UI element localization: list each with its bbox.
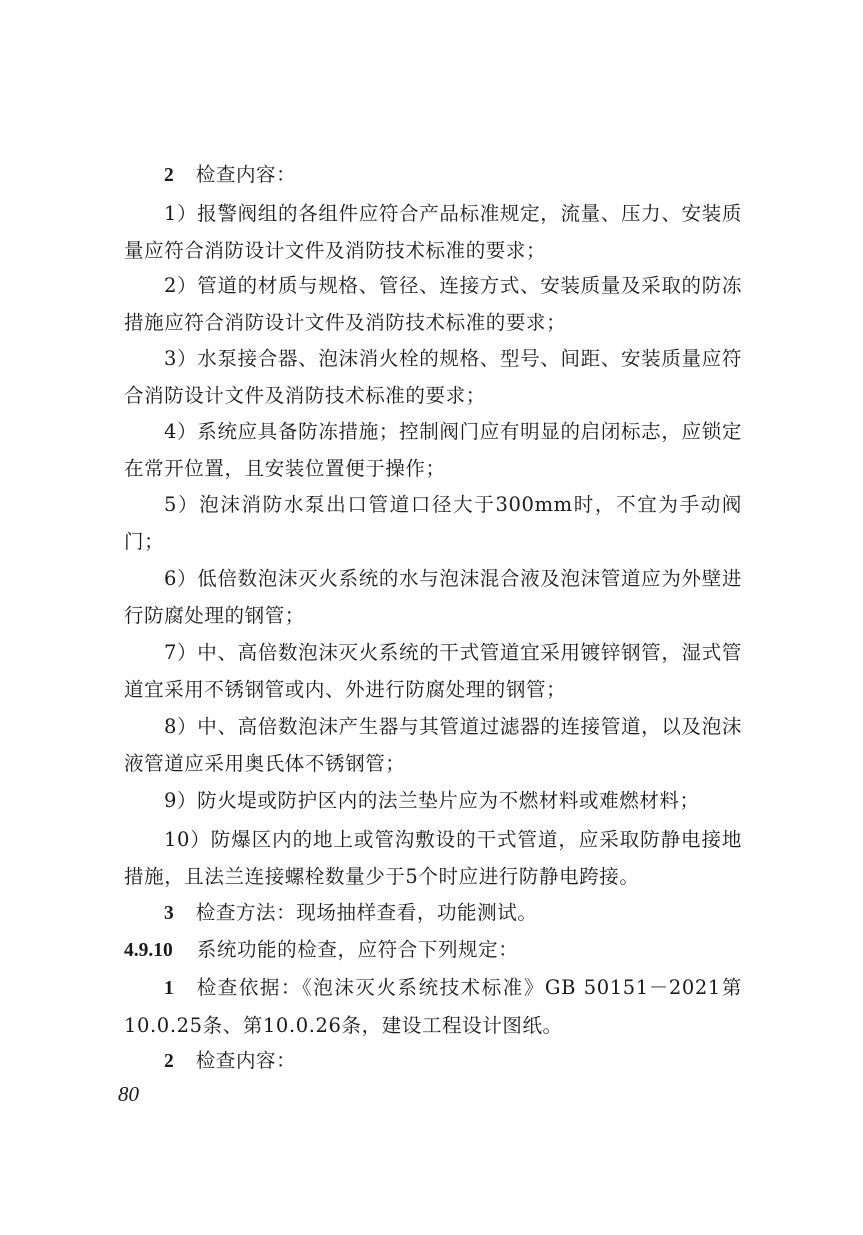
list-item [124, 561, 742, 634]
list-item [124, 196, 742, 269]
list-item [124, 487, 742, 560]
clause-number: 2 [164, 165, 174, 186]
list-item [124, 635, 742, 708]
list-item [124, 709, 742, 782]
list-item-text: 4）系统应具备防冻措施；控制阀门应有明显的启闭标志，应锁定在常开位置，且安装位置便于操作； [124, 420, 742, 480]
clause-check-basis [124, 970, 742, 1044]
list-item-text: 9）防火堤或防护区内的法兰垫片应为不燃材料或难燃材料； [164, 789, 700, 812]
list-item-text: 5）泡沫消防水泵出口管道口径大于300mm时，不宜为手动阀门； [124, 493, 742, 553]
section-number: 4.9.10 [124, 940, 173, 961]
page-number: 80 [118, 1082, 139, 1106]
section-text: 系统功能的检查，应符合下列规定： [196, 938, 519, 961]
list-item [124, 414, 742, 487]
section-heading [124, 932, 742, 970]
clause-text: 检查内容： [195, 163, 297, 186]
list-item-text: 8）中、高倍数泡沫产生器与其管道过滤器的连接管道，以及泡沫液管道应采用奥氏体不锈钢管； [124, 715, 742, 775]
list-item-text: 7）中、高倍数泡沫灭火系统的干式管道宜采用镀锌钢管，湿式管道宜采用不锈钢管或内、外进行防腐处理的钢管； [124, 641, 742, 701]
clause-check-content [124, 157, 742, 195]
clause-text: 检查内容： [195, 1049, 297, 1072]
list-item-text: 10）防爆区内的地上或管沟敷设的干式管道，应采取防静电接地措施，且法兰连接螺栓数量少于5个时应进行防静电跨接。 [124, 828, 742, 888]
clause-text: 检查依据：《泡沫灭火系统技术标准》GB 50151－2021第10.0.25条、第10.0.26条，建设工程设计图纸。 [124, 976, 742, 1037]
clause-number: 2 [164, 1051, 174, 1072]
list-item-text: 1）报警阀组的各组件应符合产品标准规定，流量、压力、安装质量应符合消防设计文件及消防技术标准的要求； [124, 202, 742, 262]
list-item-text: 3）水泵接合器、泡沫消火栓的规格、型号、间距、安装质量应符合消防设计文件及消防技术标准的要求； [124, 347, 742, 407]
clause-number: 1 [164, 978, 174, 999]
list-item [124, 783, 742, 820]
clause-number: 3 [164, 903, 174, 924]
clause-text: 检查方法：现场抽样查看，功能测试。 [195, 901, 538, 924]
list-item-text: 6）低倍数泡沫灭火系统的水与泡沫混合液及泡沫管道应为外壁进行防腐处理的钢管； [124, 567, 742, 627]
list-item [124, 341, 742, 414]
list-item [124, 822, 742, 895]
list-item-text: 2）管道的材质与规格、管径、连接方式、安装质量及采取的防冻措施应符合消防设计文件及消防技术标准的要求； [124, 274, 742, 334]
clause-check-content [124, 1043, 742, 1081]
list-item [124, 268, 742, 341]
clause-check-method [124, 895, 742, 933]
